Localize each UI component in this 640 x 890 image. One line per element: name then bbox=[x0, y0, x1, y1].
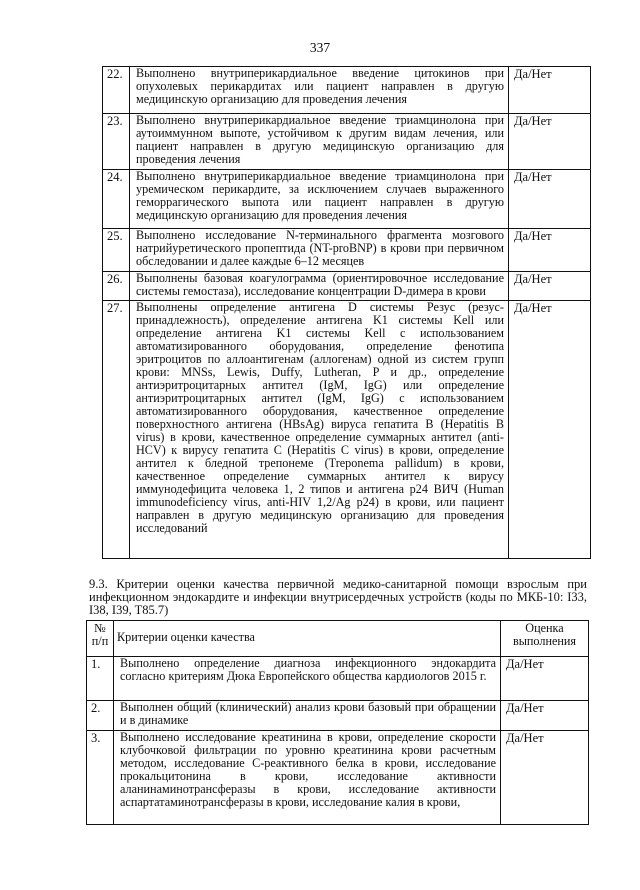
criterion-text: Выполнено внутриперикардиальное введение триамцинолона при аутоиммунном выпоте, устойчивом к другим видам лечения, или пациент направлен в другую медицинскую организацию для проведения лечения bbox=[130, 114, 509, 170]
row-number: 25. bbox=[103, 229, 130, 272]
criteria-table bbox=[86, 620, 589, 825]
result-value: Да/Нет bbox=[501, 701, 589, 731]
table-row bbox=[103, 229, 591, 272]
result-value: Да/Нет bbox=[501, 731, 589, 825]
header-criteria: Критерии оценки качества bbox=[114, 621, 501, 657]
header-result: Оценка выполнения bbox=[501, 621, 589, 657]
table-row bbox=[103, 301, 591, 559]
criterion-text: Выполнен общий (клинический) анализ крови базовый при обращении и в динамике bbox=[114, 701, 501, 731]
criterion-text: Выполнено исследование N-терминального фрагмента мозгового натрийуретического пропептида (NT-proBNP) в крови при первичном обследовании и далее каждые 6–12 месяцев bbox=[130, 229, 509, 272]
table-row bbox=[103, 114, 591, 170]
row-number: 22. bbox=[103, 67, 130, 114]
table-row bbox=[87, 657, 589, 701]
criterion-text: Выполнено определение диагноза инфекционного эндокардита согласно критериям Дюка Европейского общества кардиологов 2015 г. bbox=[114, 657, 501, 701]
row-number: 3. bbox=[87, 731, 114, 825]
table-header-row bbox=[87, 621, 589, 657]
result-value: Да/Нет bbox=[509, 301, 591, 559]
row-number: 23. bbox=[103, 114, 130, 170]
result-value: Да/Нет bbox=[509, 229, 591, 272]
result-value: Да/Нет bbox=[509, 114, 591, 170]
table-row bbox=[103, 170, 591, 229]
criterion-text: Выполнено внутриперикардиальное введение цитокинов при опухолевых перикардитах или пациент направлен в другую медицинскую организацию для проведения лечения bbox=[130, 67, 509, 114]
table-row bbox=[87, 701, 589, 731]
table-row bbox=[103, 272, 591, 301]
table-row bbox=[103, 67, 591, 114]
header-number: № п/п bbox=[87, 621, 114, 657]
result-value: Да/Нет bbox=[509, 170, 591, 229]
row-number: 26. bbox=[103, 272, 130, 301]
criteria-table-continued bbox=[102, 66, 591, 559]
row-number: 27. bbox=[103, 301, 130, 559]
row-number: 24. bbox=[103, 170, 130, 229]
row-number: 1. bbox=[87, 657, 114, 701]
criterion-text: Выполнены определение антигена D системы Резус (резус-принадлежность), определение антигена K1 системы Kell или определение антигена K1 системы Kell с использованием автоматизированного оборудования, определение фенотипа эритроцитов по аллоантигенам (аллогенам) одной из систем групп крови: MNSs, Lewis, Duffy, Lutheran, P и др., определение антиэритроцитарных антител (IgM, IgG) или определение антиэритроцитарных антител (IgM, IgG) с использованием автоматизированного оборудования, качественное определение поверхностного антигена (HBsAg) вируса гепатита B (Hepatitis B virus) в крови, качественное определение суммарных антител (anti-HCV) к вирусу гепатита C (Hepatitis C virus) в крови, определение антител к бледной трепонеме (Treponema pallidum) в крови, качественное определение суммарных антител к вирусу иммунодефицита человека 1, 2 типов и антигена p24 ВИЧ (Human immunodeficiency virus, anti-HIV 1,2/Ag p24) в крови, или пациент направлен в другую медицинскую организацию для проведения исследований bbox=[130, 301, 509, 559]
row-number: 2. bbox=[87, 701, 114, 731]
table-row bbox=[87, 731, 589, 825]
result-value: Да/Нет bbox=[501, 657, 589, 701]
criterion-text: Выполнено исследование креатинина в крови, определение скорости клубочковой фильтрации по уровню креатинина крови расчетным методом, исследование C-реактивного белка в крови, исследование прокальцитонина в крови, исследование активности аланинаминотрансферазы в крови, исследование активности аспартатаминотрансферазы в крови, исследование калия в крови, bbox=[114, 731, 501, 825]
criterion-text: Выполнены базовая коагулограмма (ориентировочное исследование системы гемостаза), исследование концентрации D-димера в крови bbox=[130, 272, 509, 301]
section-heading: 9.3. Критерии оценки качества первичной медико-санитарной помощи взрослым при инфекционном эндокардите и инфекции внутрисердечных устройств (коды по МКБ-10: I33, I38, I39, T85.7) bbox=[89, 577, 587, 617]
criterion-text: Выполнено внутриперикардиальное введение триамцинолона при уремическом перикардите, за исключением случаев выраженного геморрагического выпота или пациент направлен в другую медицинскую организацию для проведения лечения bbox=[130, 170, 509, 229]
result-value: Да/Нет bbox=[509, 272, 591, 301]
page-number: 337 bbox=[309, 40, 331, 55]
result-value: Да/Нет bbox=[509, 67, 591, 114]
